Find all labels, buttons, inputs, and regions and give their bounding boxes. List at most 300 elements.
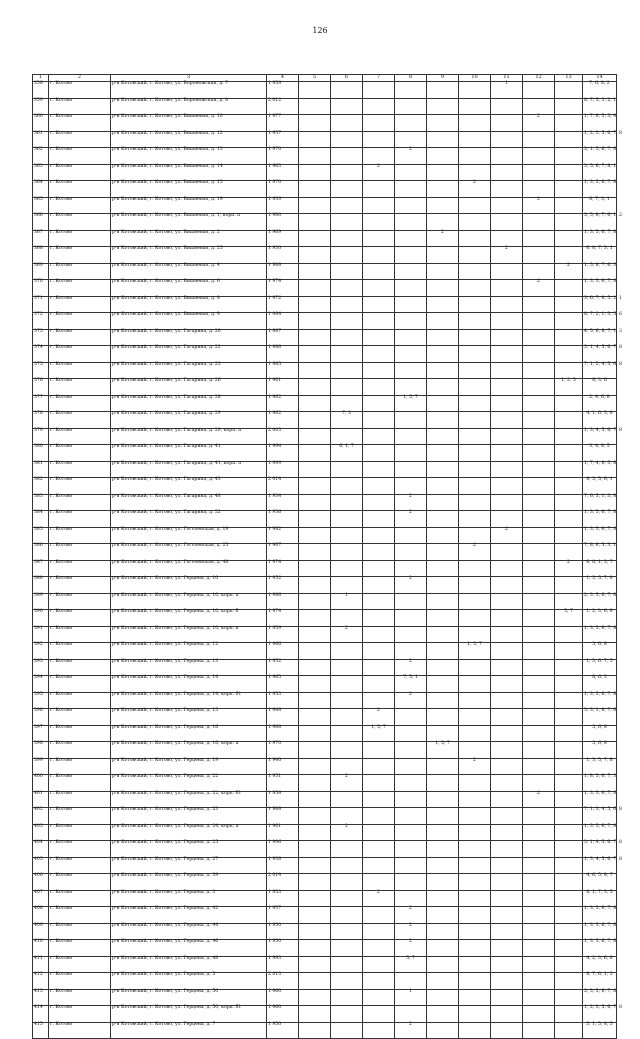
works-list-cell: 1, 3, 5, 6, 7, 8 (583, 907, 617, 924)
period-cell (459, 890, 491, 907)
address-cell: р-н Котовский, г. Котово, ул. Герцена, д. 39 (111, 874, 267, 891)
works-list-cell: 1, 3, 5, 6, 7, 8 (583, 230, 617, 247)
period-cell (555, 362, 583, 379)
period-cell (299, 808, 331, 825)
works-list-cell: 3, 5, 8, 7, 6, 1, 2 (583, 214, 617, 231)
period-cell (331, 758, 363, 775)
address-cell: р-н Котовский, г. Котово, ул. Гагарина, д. 22 (111, 346, 267, 363)
period-cell (395, 296, 427, 313)
period-cell (459, 841, 491, 858)
period-cell (491, 362, 523, 379)
period-cell (555, 841, 583, 858)
row-number: 390 (33, 610, 49, 627)
period-cell (523, 148, 555, 165)
period-cell (491, 841, 523, 858)
period-cell (427, 296, 459, 313)
period-cell (555, 758, 583, 775)
row-number: 372 (33, 313, 49, 330)
period-cell (459, 676, 491, 693)
table-row (33, 643, 617, 660)
period-cell (427, 379, 459, 396)
year-built-cell: 1 953 (267, 890, 299, 907)
period-cell (299, 296, 331, 313)
address-cell: р-н Котовский, г. Котово, ул. Герцена, д. 10 (111, 577, 267, 594)
works-list-cell: 1, 3, 4, 5, 6, 7, 8 (583, 857, 617, 874)
period-cell (491, 659, 523, 676)
period-cell (395, 247, 427, 264)
column-header: 3 (111, 75, 267, 82)
row-number: 366 (33, 214, 49, 231)
table-row (33, 659, 617, 676)
period-cell (331, 214, 363, 231)
period-cell (331, 329, 363, 346)
period-cell (299, 412, 331, 429)
period-cell (491, 643, 523, 660)
period-cell (491, 973, 523, 990)
period-cell (427, 824, 459, 841)
period-cell (459, 313, 491, 330)
page-number: 126 (312, 26, 328, 35)
table-row (33, 775, 617, 792)
year-built-cell: 1 952 (267, 659, 299, 676)
period-cell (523, 379, 555, 396)
settlement-cell: г. Котово (49, 973, 111, 990)
period-cell (395, 230, 427, 247)
table-row (33, 742, 617, 759)
table-row (33, 362, 617, 379)
period-cell (459, 131, 491, 148)
period-cell (331, 692, 363, 709)
works-list-cell: 1, 3, 5, 7, 8 (583, 758, 617, 775)
period-cell (523, 610, 555, 627)
works-list-cell: 6, 8, 1, 3, 7 (583, 560, 617, 577)
period-cell (299, 841, 331, 858)
settlement-cell: г. Котово (49, 181, 111, 198)
period-cell (299, 82, 331, 99)
period-cell (523, 808, 555, 825)
period-cell (395, 181, 427, 198)
year-built-cell: 2 013 (267, 973, 299, 990)
row-number: 401 (33, 791, 49, 808)
works-list-cell: 7, 6, 5, 1, 3, 8 (583, 494, 617, 511)
table-row (33, 544, 617, 561)
period-cell (555, 907, 583, 924)
housing-register-table (32, 74, 622, 1039)
row-number: 376 (33, 379, 49, 396)
period-cell (299, 643, 331, 660)
settlement-cell: г. Котово (49, 593, 111, 610)
settlement-cell: г. Котово (49, 808, 111, 825)
address-cell: р-н Котовский, г. Котово, ул. Герцена, д. 14, корп. б1 (111, 692, 267, 709)
period-cell (331, 313, 363, 330)
period-cell (331, 709, 363, 726)
address-cell: р-н Котовский, г. Котово, ул. Вишневая, д. 4 (111, 263, 267, 280)
year-built-cell: 1 993 (267, 956, 299, 973)
year-built-cell: 1 965 (267, 676, 299, 693)
table-row (33, 824, 617, 841)
period-cell: 2 (427, 230, 459, 247)
period-cell (491, 461, 523, 478)
period-cell (363, 956, 395, 973)
year-built-cell: 1 960 (267, 1006, 299, 1023)
settlement-cell: г. Котово (49, 775, 111, 792)
period-cell (523, 973, 555, 990)
period-cell (299, 725, 331, 742)
period-cell (299, 593, 331, 610)
row-number: 399 (33, 758, 49, 775)
works-list-cell: 1, 3, 5, 6, 7, 8 (583, 791, 617, 808)
period-cell (427, 676, 459, 693)
period-cell (299, 973, 331, 990)
period-cell (299, 428, 331, 445)
works-list-cell: 3, 6, 8 (583, 742, 617, 759)
period-cell (299, 923, 331, 940)
works-list-cell: 2, 3, 5, 6, 7, 8 (583, 989, 617, 1006)
period-cell (427, 1006, 459, 1023)
period-cell (459, 824, 491, 841)
period-cell (299, 98, 331, 115)
period-cell (459, 956, 491, 973)
period-cell (299, 907, 331, 924)
period-cell (491, 412, 523, 429)
table-row (33, 494, 617, 511)
period-cell (363, 296, 395, 313)
period-cell (427, 593, 459, 610)
address-cell: р-н Котовский, г. Котово, ул. Герцена, д. 27 (111, 857, 267, 874)
period-cell (459, 626, 491, 643)
period-cell (459, 874, 491, 891)
year-built-cell: 1 961 (267, 824, 299, 841)
period-cell (459, 742, 491, 759)
address-cell: р-н Котовский, г. Котово, ул. Вишневая, д. 19 (111, 197, 267, 214)
settlement-cell: г. Котово (49, 494, 111, 511)
row-number: 408 (33, 907, 49, 924)
works-list-cell: 8, 7, 3, 1 (583, 197, 617, 214)
row-number: 370 (33, 280, 49, 297)
table-row (33, 445, 617, 462)
row-number: 397 (33, 725, 49, 742)
row-number: 409 (33, 923, 49, 940)
period-cell (395, 775, 427, 792)
period-cell (491, 874, 523, 891)
period-cell (555, 428, 583, 445)
table-row (33, 379, 617, 396)
period-cell (459, 907, 491, 924)
address-cell: р-н Котовский, г. Котово, ул. Вишневая, д. 9 (111, 313, 267, 330)
period-cell (363, 544, 395, 561)
address-cell: р-н Котовский, г. Котово, ул. Гоголевская, д. 25 (111, 544, 267, 561)
works-list-cell: 3, 1, 5, 8, 5 (583, 1022, 617, 1039)
period-cell (363, 329, 395, 346)
period-cell (331, 956, 363, 973)
period-cell (491, 610, 523, 627)
period-cell (331, 610, 363, 627)
period-cell (427, 923, 459, 940)
period-cell (427, 643, 459, 660)
table-row (33, 577, 617, 594)
works-list-cell: 1, 3, 5, 6, 7, 8 (583, 181, 617, 198)
year-built-cell: 1 958 (267, 791, 299, 808)
period-cell (427, 527, 459, 544)
row-number: 386 (33, 544, 49, 561)
works-list-cell: 1, 3, 6, 7, 5 (583, 659, 617, 676)
period-cell (491, 989, 523, 1006)
year-built-cell: 1 977 (267, 115, 299, 132)
period-cell (363, 98, 395, 115)
table-row (33, 230, 617, 247)
settlement-cell: г. Котово (49, 412, 111, 429)
period-cell (363, 313, 395, 330)
table-row (33, 511, 617, 528)
column-header: 11 (491, 75, 523, 82)
period-cell (395, 98, 427, 115)
table-row (33, 214, 617, 231)
works-list-cell: 1, 3, 5, 6, 7, 8 (583, 824, 617, 841)
row-number: 377 (33, 395, 49, 412)
settlement-cell: г. Котово (49, 82, 111, 99)
period-cell (523, 527, 555, 544)
period-cell (427, 461, 459, 478)
settlement-cell: г. Котово (49, 874, 111, 891)
period-cell (491, 131, 523, 148)
year-built-cell: 1 982 (267, 527, 299, 544)
period-cell (427, 841, 459, 858)
period-cell (299, 478, 331, 495)
period-cell (555, 131, 583, 148)
period-cell (363, 610, 395, 627)
year-built-cell: 1 974 (267, 560, 299, 577)
period-cell (555, 775, 583, 792)
row-number: 391 (33, 626, 49, 643)
period-cell (395, 742, 427, 759)
table-row (33, 1006, 617, 1023)
period-cell (427, 758, 459, 775)
settlement-cell: г. Котово (49, 659, 111, 676)
settlement-cell: г. Котово (49, 148, 111, 165)
period-cell (299, 362, 331, 379)
period-cell (459, 560, 491, 577)
settlement-cell: г. Котово (49, 907, 111, 924)
period-cell (523, 676, 555, 693)
settlement-cell: г. Котово (49, 98, 111, 115)
period-cell (395, 709, 427, 726)
period-cell (427, 115, 459, 132)
address-cell: р-н Котовский, г. Котово, ул. Герцена, д. 13 (111, 659, 267, 676)
row-number: 411 (33, 956, 49, 973)
works-list-cell: 4, 5, 6, 8, 7, 1, 3 (583, 329, 617, 346)
settlement-cell: г. Котово (49, 313, 111, 330)
period-cell (331, 494, 363, 511)
works-list-cell: 5, 3, 1, 8, 7, 6 (583, 709, 617, 726)
period-cell (491, 346, 523, 363)
works-list-cell: 1, 2, 3, 6, 8 (583, 610, 617, 627)
address-cell: р-н Котовский, г. Котово, ул. Гагарина, д. 48 (111, 494, 267, 511)
period-cell (299, 164, 331, 181)
address-cell: р-н Котовский, г. Котово, ул. Герцена, д. 5 (111, 973, 267, 990)
works-list-cell: 8, 7, 2, 1, 3, 5, 6 (583, 313, 617, 330)
settlement-cell: г. Котово (49, 461, 111, 478)
period-cell (555, 890, 583, 907)
period-cell (491, 709, 523, 726)
period-cell (299, 263, 331, 280)
year-built-cell: 1 988 (267, 263, 299, 280)
period-cell (555, 280, 583, 297)
period-cell (363, 362, 395, 379)
period-cell (363, 428, 395, 445)
period-cell (491, 445, 523, 462)
period-cell (363, 527, 395, 544)
period-cell (363, 593, 395, 610)
period-cell (555, 412, 583, 429)
period-cell (555, 82, 583, 99)
address-cell: р-н Котовский, г. Котово, ул. Герцена, д. 50 (111, 989, 267, 1006)
period-cell (523, 577, 555, 594)
period-cell (363, 659, 395, 676)
year-built-cell: 1 962 (267, 395, 299, 412)
period-cell (363, 379, 395, 396)
period-cell (523, 874, 555, 891)
period-cell (523, 230, 555, 247)
period-cell (491, 148, 523, 165)
period-cell (299, 181, 331, 198)
address-cell: р-н Котовский, г. Котово, ул. Гоголевская, д. 19 (111, 527, 267, 544)
works-list-cell: 1, 3, 5, 6, 7, 8 (583, 692, 617, 709)
period-cell: 2 (491, 527, 523, 544)
period-cell (555, 197, 583, 214)
period-cell (459, 725, 491, 742)
period-cell (427, 940, 459, 957)
period-cell (363, 923, 395, 940)
table-row (33, 148, 617, 165)
works-list-cell: 1, 5, 8, 7, 6, 3 (583, 263, 617, 280)
column-header: 9 (427, 75, 459, 82)
column-header: 13 (555, 75, 583, 82)
period-cell (395, 115, 427, 132)
period-cell (523, 511, 555, 528)
row-number: 363 (33, 164, 49, 181)
period-cell (555, 808, 583, 825)
works-list-cell: 1, 3, 5, 7, 8 (583, 577, 617, 594)
period-cell (331, 82, 363, 99)
period-cell (331, 230, 363, 247)
period-cell (363, 1006, 395, 1023)
year-built-cell: 1 960 (267, 989, 299, 1006)
period-cell (363, 263, 395, 280)
period-cell (299, 857, 331, 874)
settlement-cell: г. Котово (49, 923, 111, 940)
period-cell (555, 115, 583, 132)
period-cell: 2 (331, 775, 363, 792)
table-row (33, 263, 617, 280)
period-cell (523, 643, 555, 660)
address-cell: р-н Котовский, г. Котово, ул. Герцена, д. 14 (111, 676, 267, 693)
period-cell (363, 115, 395, 132)
settlement-cell: г. Котово (49, 247, 111, 264)
period-cell (427, 890, 459, 907)
year-built-cell: 1 939 (267, 197, 299, 214)
address-cell: р-н Котовский, г. Котово, ул. Герцена, д. 15 (111, 709, 267, 726)
settlement-cell: г. Котово (49, 742, 111, 759)
table-row (33, 940, 617, 957)
period-cell (427, 973, 459, 990)
period-cell (363, 775, 395, 792)
period-cell (459, 791, 491, 808)
row-number: 359 (33, 98, 49, 115)
period-cell (491, 857, 523, 874)
period-cell (491, 593, 523, 610)
period-cell (299, 329, 331, 346)
period-cell (555, 1022, 583, 1039)
period-cell (331, 577, 363, 594)
address-cell: р-н Котовский, г. Котово, ул. Герцена, д. 10, корп. а (111, 593, 267, 610)
period-cell (459, 593, 491, 610)
period-cell: 2 (459, 758, 491, 775)
period-cell (523, 412, 555, 429)
address-cell: р-н Котовский, г. Котово, ул. Вишневая, д. 6 (111, 280, 267, 297)
period-cell (523, 758, 555, 775)
period-cell (427, 197, 459, 214)
settlement-cell: г. Котово (49, 758, 111, 775)
table-row (33, 841, 617, 858)
works-list-cell: 4, 2, 3, 6, 8 (583, 956, 617, 973)
period-cell (459, 164, 491, 181)
period-cell (555, 247, 583, 264)
period-cell (459, 197, 491, 214)
period-cell (427, 560, 459, 577)
settlement-cell: г. Котово (49, 131, 111, 148)
year-built-cell: 1 950 (267, 1022, 299, 1039)
period-cell: 2 (395, 577, 427, 594)
year-built-cell: 1 963 (267, 164, 299, 181)
period-cell (555, 527, 583, 544)
period-cell: 2 (395, 659, 427, 676)
period-cell (331, 296, 363, 313)
period-cell (395, 725, 427, 742)
works-list-cell: 4, 1, 6, 5, 8 (583, 412, 617, 429)
period-cell (299, 824, 331, 841)
period-cell (523, 593, 555, 610)
period-cell (395, 329, 427, 346)
row-number: 373 (33, 329, 49, 346)
period-cell (427, 989, 459, 1006)
works-list-cell: 7, 1, 3, 4, 5, 6, 8 (583, 808, 617, 825)
period-cell (523, 313, 555, 330)
period-cell (363, 230, 395, 247)
period-cell (523, 461, 555, 478)
period-cell (523, 560, 555, 577)
period-cell (427, 725, 459, 742)
period-cell (363, 577, 395, 594)
table-row (33, 874, 617, 891)
year-built-cell: 2 003 (267, 428, 299, 445)
period-cell (523, 890, 555, 907)
period-cell (299, 527, 331, 544)
works-list-cell: 1, 7, 6, 5, 3, 4 (583, 115, 617, 132)
year-built-cell: 2 014 (267, 478, 299, 495)
year-built-cell: 1 970 (267, 181, 299, 198)
row-number: 367 (33, 230, 49, 247)
address-cell: р-н Котовский, г. Котово, ул. Герцена, д. 25 (111, 841, 267, 858)
period-cell (395, 263, 427, 280)
settlement-cell: г. Котово (49, 230, 111, 247)
period-cell (491, 956, 523, 973)
period-cell: 2 (523, 791, 555, 808)
settlement-cell: г. Котово (49, 610, 111, 627)
period-cell (427, 313, 459, 330)
period-cell (331, 643, 363, 660)
settlement-cell: г. Котово (49, 692, 111, 709)
year-built-cell: 1 930 (267, 247, 299, 264)
